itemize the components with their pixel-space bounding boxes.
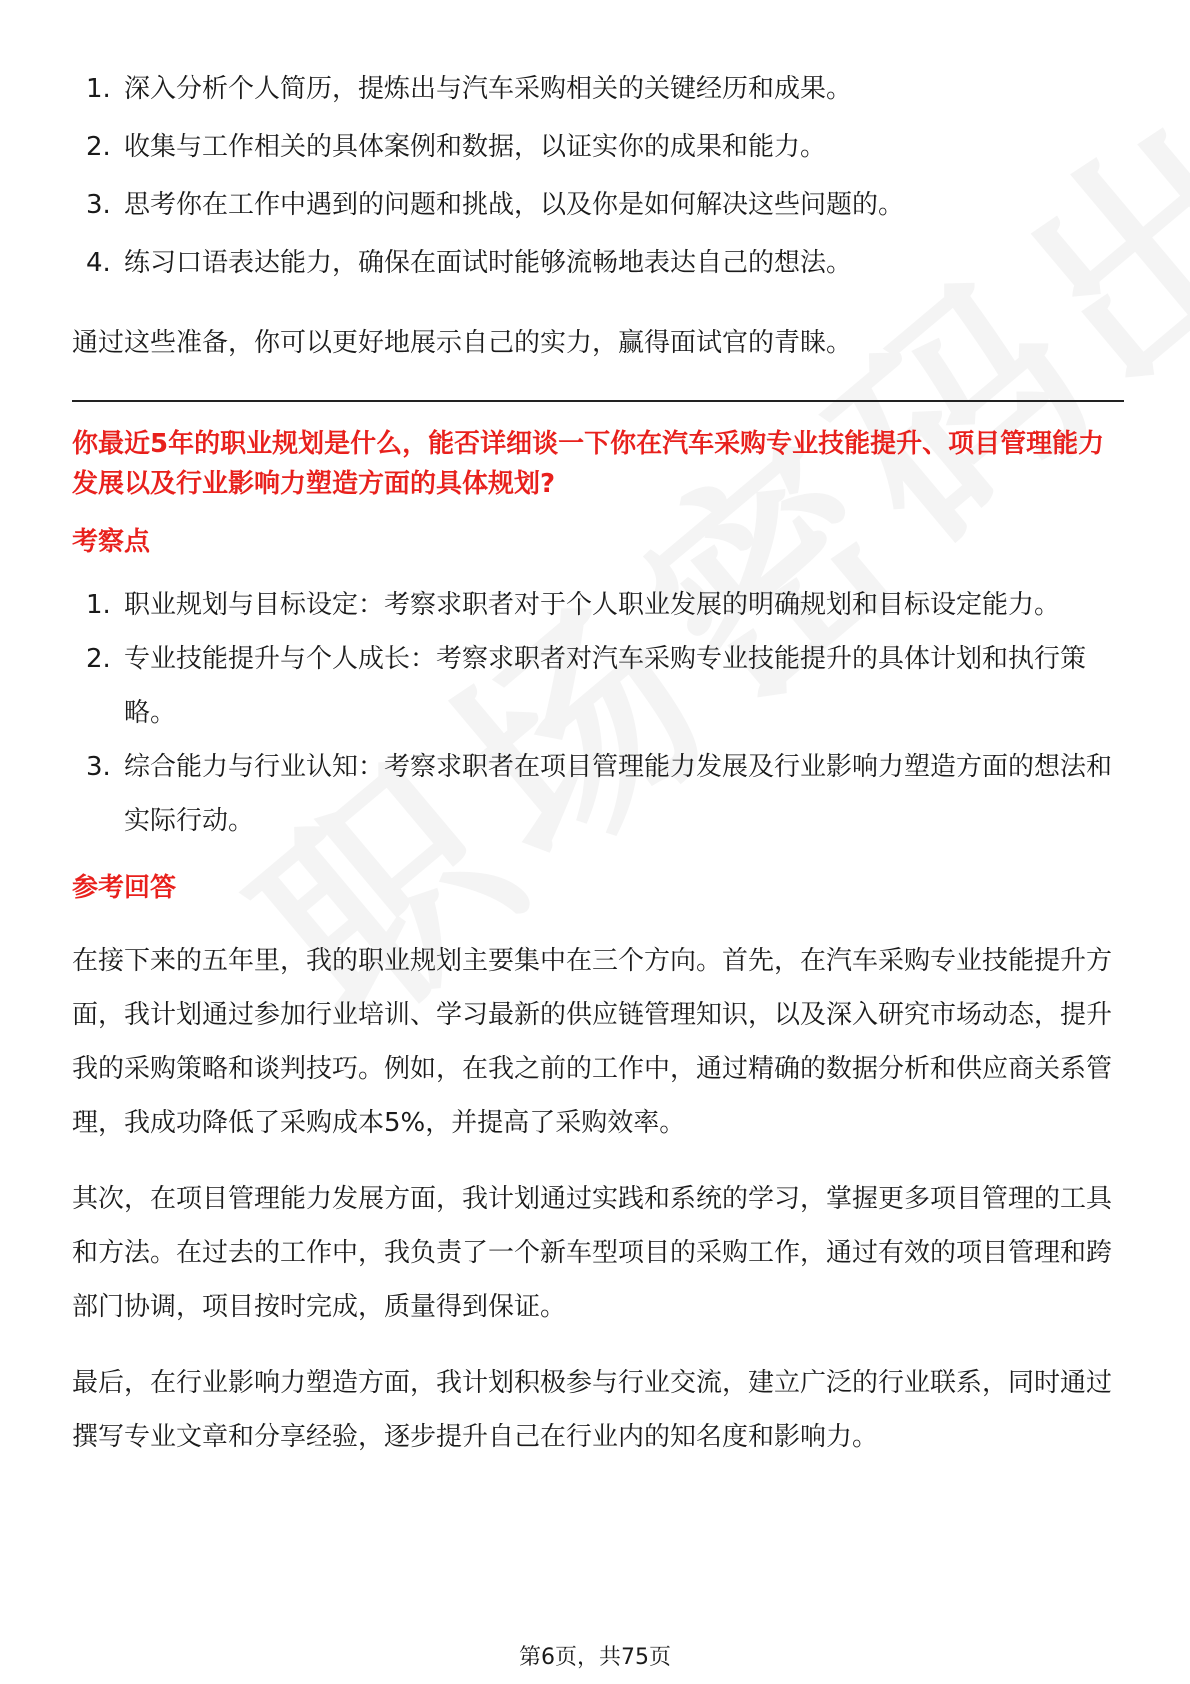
list-item: 1. 深入分析个人简历，提炼出与汽车采购相关的关键经历和成果。 bbox=[86, 74, 853, 104]
list-item: 2. 专业技能提升与个人成长：考察求职者对汽车采购专业技能提升的具体计划和执行策略。 bbox=[86, 644, 1087, 728]
section-divider bbox=[72, 400, 1124, 402]
prep-summary: 通过这些准备，你可以更好地展示自己的实力，赢得面试官的青睐。 bbox=[72, 328, 853, 358]
list-item: 3. 思考你在工作中遇到的问题和挑战，以及你是如何解决这些问题的。 bbox=[86, 190, 905, 220]
prep-list bbox=[72, 60, 1124, 292]
page-footer: 第6页，共75页 bbox=[519, 1645, 671, 1670]
list-item: 2. 收集与工作相关的具体案例和数据，以证实你的成果和能力。 bbox=[86, 132, 827, 162]
interview-question: 你最近5年的职业规划是什么，能否详细谈一下你在汽车采购专业技能提升、项目管理能力发展以及行业影响力塑造方面的具体规划? bbox=[72, 429, 1105, 499]
list-item: 1. 职业规划与目标设定：考察求职者对于个人职业发展的明确规划和目标设定能力。 bbox=[86, 590, 1061, 620]
document-page bbox=[72, 60, 1124, 1464]
focus-heading: 考察点 bbox=[72, 527, 151, 557]
answer-paragraph: 最后，在行业影响力塑造方面，我计划积极参与行业交流，建立广泛的行业联系，同时通过撰写专业文章和分享经验，逐步提升自己在行业内的知名度和影响力。 bbox=[72, 1368, 1113, 1452]
answer-heading: 参考回答 bbox=[72, 873, 177, 903]
answer-paragraph: 在接下来的五年里，我的职业规划主要集中在三个方向。首先，在汽车采购专业技能提升方面，我计划通过参加行业培训、学习最新的供应链管理知识，以及深入研究市场动态，提升我的采购策略和谈判技巧。例如，在我之前的工作中，通过精确的数据分析和供应商关系管理，我成功降低了采购成本5%，并提高了采购效率。 bbox=[72, 946, 1113, 1138]
list-item: 4. 练习口语表达能力，确保在面试时能够流畅地表达自己的想法。 bbox=[86, 248, 853, 278]
list-item: 3. 综合能力与行业认知：考察求职者在项目管理能力发展及行业影响力塑造方面的想法和实际行动。 bbox=[86, 752, 1113, 836]
focus-list bbox=[72, 578, 1124, 848]
answer-paragraph: 其次，在项目管理能力发展方面，我计划通过实践和系统的学习，掌握更多项目管理的工具和方法。在过去的工作中，我负责了一个新车型项目的采购工作，通过有效的项目管理和跨部门协调，项目按时完成，质量得到保证。 bbox=[72, 1184, 1113, 1322]
